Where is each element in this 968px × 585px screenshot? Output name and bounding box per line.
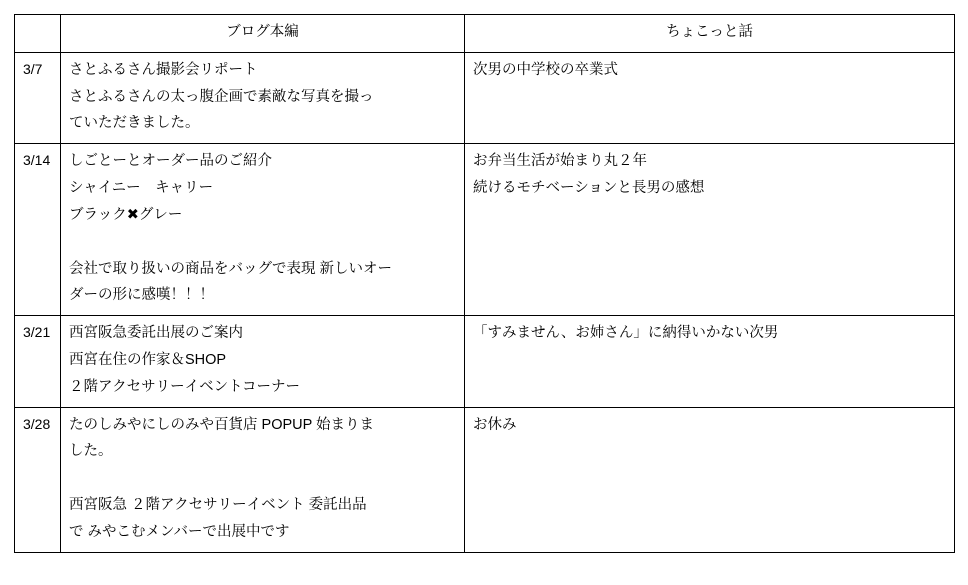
- text-line: 続けるモチベーションと長男の感想: [473, 180, 705, 197]
- text-line: ていただきました。: [69, 115, 200, 132]
- row-date: 3/21: [15, 316, 61, 407]
- row-date: 3/28: [15, 407, 61, 552]
- text-line: ダーの形に感嘆！！！: [69, 287, 214, 304]
- text-line: 会社で取り扱いの商品をバッグで表現 新しいオー: [69, 260, 393, 277]
- text-line: 西宮在住の作家＆SHOP: [69, 351, 227, 368]
- row-side-content: [465, 144, 955, 316]
- table-row: [15, 52, 955, 143]
- text-line: たのしみやにしのみや百貨店 POPUP 始まりま: [69, 416, 375, 433]
- row-date: 3/7: [15, 52, 61, 143]
- text-line: 「すみません、お姉さん」に納得いかない次男: [473, 325, 779, 342]
- row-main-content: [61, 316, 465, 407]
- row-date: 3/14: [15, 144, 61, 316]
- table-row: [15, 144, 955, 316]
- column-header-date: [15, 15, 61, 53]
- text-line: した。: [69, 443, 113, 460]
- text-line: さとふるさん撮影会リポート: [69, 61, 258, 78]
- row-side-content: [465, 407, 955, 552]
- text-line: さとふるさんの太っ腹企画で素敵な写真を撮っ: [69, 88, 374, 105]
- table-header: [15, 15, 955, 53]
- text-line-blank: [69, 229, 456, 256]
- text-line: ブラック✖グレー: [69, 206, 183, 223]
- table-row: [15, 316, 955, 407]
- text-line: ２階アクセサリーイベントコーナー: [69, 378, 300, 395]
- row-side-content: [465, 316, 955, 407]
- header-row: [15, 15, 955, 53]
- text-line: お弁当生活が始まり丸２年: [473, 153, 647, 170]
- row-main-content: [61, 52, 465, 143]
- text-line: 西宮阪急委託出展のご案内: [69, 325, 243, 342]
- row-main-content: [61, 144, 465, 316]
- column-header-main: ブログ本編: [61, 15, 465, 53]
- table-row: [15, 407, 955, 552]
- schedule-table: [14, 14, 955, 553]
- column-header-side: ちょこっと話: [465, 15, 955, 53]
- row-side-content: [465, 52, 955, 143]
- text-line-blank: [69, 465, 456, 492]
- row-main-content: [61, 407, 465, 552]
- table-body: [15, 52, 955, 552]
- text-line: お休み: [473, 416, 517, 433]
- text-line: 次男の中学校の卒業式: [473, 61, 618, 78]
- text-line: 西宮阪急 ２階アクセサリーイベント 委託出品: [69, 497, 367, 513]
- text-line: しごとーとオーダー品のご紹介: [69, 153, 272, 170]
- text-line: シャイニー キャリー: [69, 180, 214, 197]
- text-line: で みやこむメンバーで出展中です: [69, 523, 290, 540]
